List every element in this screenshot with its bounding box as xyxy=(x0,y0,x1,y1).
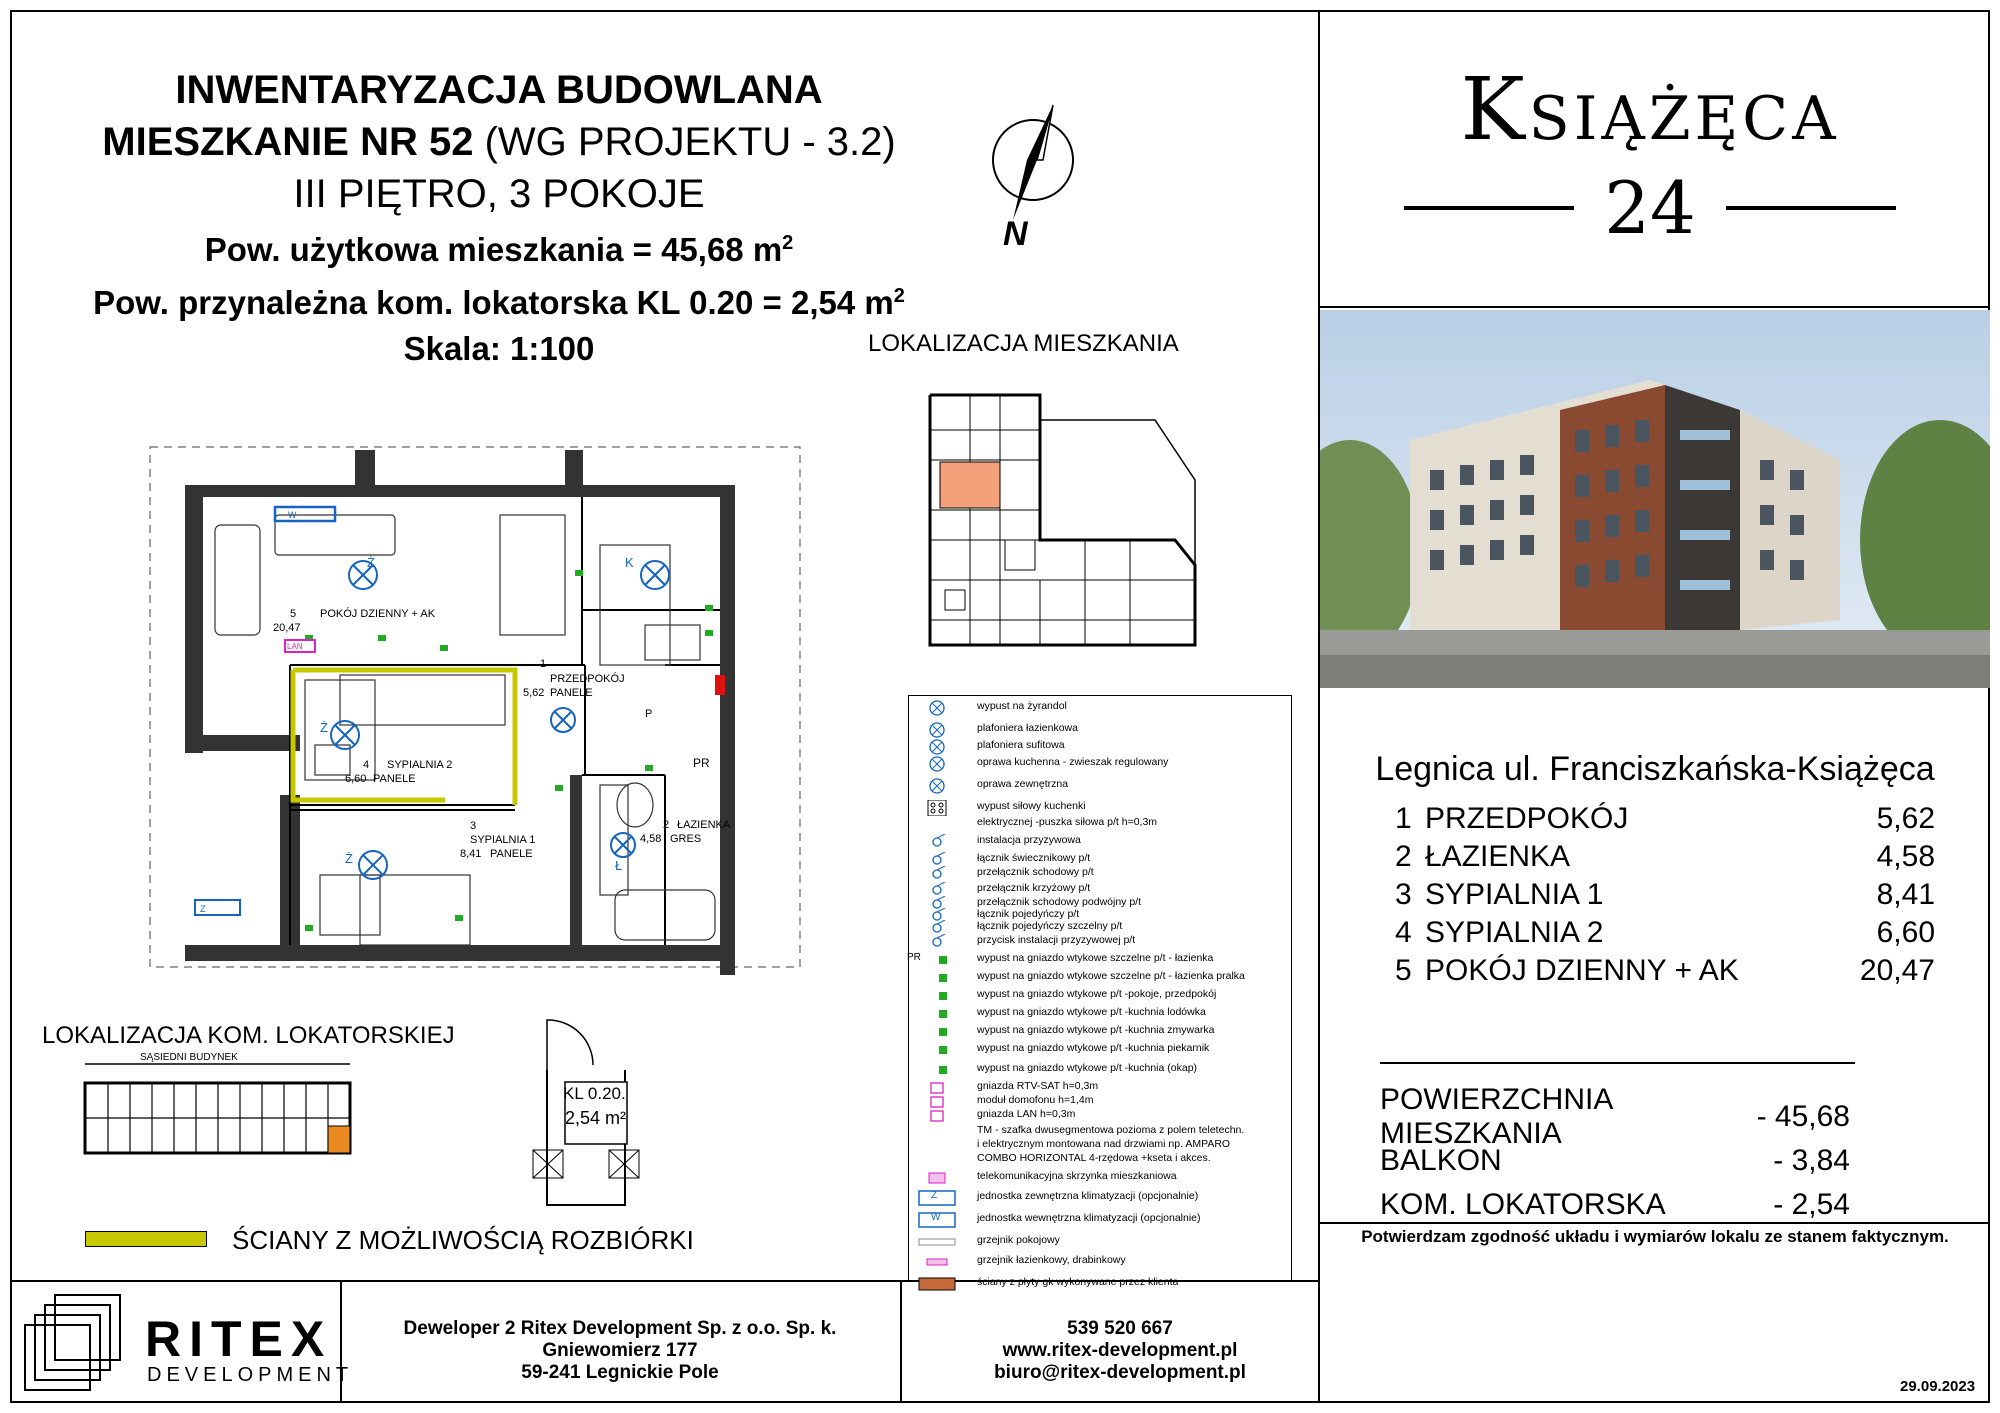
legend-item xyxy=(909,800,1289,816)
brand-number-row xyxy=(1320,166,1980,250)
light-point-icon xyxy=(917,739,957,755)
summary-row xyxy=(1380,1083,1850,1150)
legend-item xyxy=(909,756,1289,772)
legend-item xyxy=(909,1276,1289,1292)
room-name: SYPIALNIA 2 xyxy=(1425,916,1604,949)
room-row xyxy=(1395,800,1935,838)
legend-text: wypust na gniazdo wtykowe p/t -kuchnia piekarnik xyxy=(977,1042,1210,1054)
usable-area-sup: 2 xyxy=(782,232,794,254)
confirmation-note: Potwierdzam zgodność układu i wymiarów lokalu ze stanem faktycznym. xyxy=(1361,1227,1949,1246)
legend-text: telekomunikacyjna skrzynka mieszkaniowa xyxy=(977,1170,1177,1182)
summary-row xyxy=(1380,1139,1850,1183)
legend-text: przełącznik krzyżowy p/t xyxy=(977,882,1091,894)
title-line3: III PIĘTRO, 3 POKOJE xyxy=(293,172,705,216)
plan-room3-floor: PANELE xyxy=(490,848,533,860)
legend-text: wypust na gniazdo wtykowe szczelne p/t - łazienka pralka xyxy=(977,970,1245,982)
plan-room2-area: 4,58 xyxy=(640,833,662,845)
legend-text: łącznik świecznikowy p/t xyxy=(977,852,1091,864)
legend-text: wypust na gniazdo wtykowe p/t -kuchnia zmywarka xyxy=(977,1024,1215,1036)
building-rendering xyxy=(1320,310,1990,688)
summary-row xyxy=(1380,1183,1850,1227)
legend-item xyxy=(909,1234,1289,1250)
room-name: ŁAZIENKA xyxy=(1425,840,1571,873)
legend-text: grzejnik łazienkowy, drabinkowy xyxy=(977,1254,1126,1266)
switch-icon xyxy=(917,866,957,882)
legend-text: gniazda LAN h=0,3m xyxy=(977,1108,1076,1120)
legend-item xyxy=(909,1108,1289,1124)
apartment-number: MIESZKANIE NR 52 xyxy=(102,120,474,164)
removable-wall-swatch xyxy=(85,1231,207,1247)
title-line1: INWENTARYZACJA BUDOWLANA xyxy=(175,68,823,112)
summary-separator xyxy=(1380,1062,1855,1064)
developer-city: 59-241 Legnickie Pole xyxy=(521,1362,719,1383)
floor-plan xyxy=(145,445,810,975)
legend-item xyxy=(909,866,1289,882)
legend-item xyxy=(909,1254,1289,1270)
brand-dash-right xyxy=(1726,206,1896,210)
legend-code: PR xyxy=(907,952,921,963)
room-number: 5 xyxy=(1395,954,1412,987)
socket-icon xyxy=(917,1042,957,1058)
plan-symbol-pr: PR xyxy=(693,756,710,770)
room-name: POKÓJ DZIENNY + AK xyxy=(1425,954,1739,987)
electrical-legend xyxy=(907,695,1292,1288)
legend-item xyxy=(909,722,1289,738)
legend-item xyxy=(909,816,1289,832)
legend-text: jednostka zewnętrzna klimatyzacji (opcjonalnie) xyxy=(977,1190,1199,1202)
room-number: 1 xyxy=(1395,802,1412,835)
brand-number: 24 xyxy=(1604,166,1696,250)
plan-symbol-zz: Z xyxy=(200,904,206,914)
drywall-icon xyxy=(917,1276,957,1292)
legend-code: W xyxy=(931,1212,941,1223)
room-number: 4 xyxy=(1395,916,1412,949)
legend-text: wypust na gniazdo wtykowe p/t -kuchnia (okap) xyxy=(977,1062,1198,1074)
storage-area-sup: 2 xyxy=(893,285,905,307)
cooker-outlet-icon xyxy=(917,800,957,816)
ritex-logo-text: RITEX xyxy=(145,1311,333,1367)
plan-symbol-z2: Ż xyxy=(320,720,328,735)
storage-area xyxy=(14,273,984,326)
plan-room3-no: 3 xyxy=(470,820,477,832)
room-number: 3 xyxy=(1395,878,1412,911)
plan-room4-name: SYPIALNIA 2 xyxy=(387,759,453,771)
legend-text: instalacja przyzywowa xyxy=(977,834,1081,846)
socket-icon xyxy=(917,988,957,1004)
legend-text: TM - szafka dwusegmentowa pozioma z polem teletechn. xyxy=(977,1124,1245,1136)
legend-text: przycisk instalacji przyzywowej p/t xyxy=(977,934,1136,946)
legend-item xyxy=(909,700,1289,716)
developer-street: Gniewomierz 177 xyxy=(542,1340,698,1361)
location-label: LOKALIZACJA MIESZKANIA xyxy=(868,330,1179,357)
storage-marker xyxy=(328,1126,350,1153)
legend-text: COMBO HORIZONTAL 4-rzędowa +kseta i akces. xyxy=(977,1152,1211,1164)
contact-website[interactable]: www.ritex-development.pl xyxy=(1002,1340,1238,1361)
legend-item xyxy=(909,988,1289,1004)
socket-icon xyxy=(917,1006,957,1022)
room-area: 20,47 xyxy=(1859,954,1935,987)
legend-item xyxy=(909,1042,1289,1058)
apartment-marker xyxy=(940,462,1000,508)
room-area: 8,41 xyxy=(1876,878,1935,911)
room-area: 4,58 xyxy=(1876,840,1935,873)
title-line2 xyxy=(14,116,984,168)
room-row xyxy=(1395,838,1935,876)
room-name: SYPIALNIA 1 xyxy=(1425,878,1604,911)
summary-name: BALKON xyxy=(1380,1144,1502,1177)
legend-item xyxy=(909,778,1289,794)
legend-text: plafoniera łazienkowa xyxy=(977,722,1078,734)
storage-area-text: Pow. przynależna kom. lokatorska KL 0.20 = 2,54 m xyxy=(93,284,894,321)
room-row xyxy=(1395,952,1935,990)
brand-logo xyxy=(1320,60,1980,250)
legend-text: oprawa zewnętrzna xyxy=(977,778,1069,790)
plan-room1-name: PRZEDPOKÓJ xyxy=(550,673,625,685)
plan-symbol-w: W xyxy=(288,510,297,520)
storage-box-area: 2,54 m² xyxy=(565,1108,627,1128)
legend-text: łącznik pojedyńczy p/t xyxy=(977,908,1080,920)
address: Legnica ul. Franciszkańska-Książęca xyxy=(1375,750,1935,788)
plan-room5-area: 20,47 xyxy=(273,622,301,634)
compass-north-label: N xyxy=(1003,215,1028,253)
legend-text: łącznik pojedyńczy szczelny p/t xyxy=(977,920,1123,932)
data-socket-icon xyxy=(917,1108,957,1124)
socket-icon xyxy=(917,1062,957,1078)
legend-item xyxy=(909,1024,1289,1040)
light-point-icon xyxy=(917,778,957,794)
plan-room4-no: 4 xyxy=(363,759,370,771)
plan-symbol-p: P xyxy=(645,708,653,720)
summary-value: - 45,68 xyxy=(1756,1100,1850,1133)
ritex-logo-subtext: DEVELOPMENT xyxy=(147,1364,354,1386)
usable-area-text: Pow. użytkowa mieszkania = 45,68 m xyxy=(204,231,783,268)
plan-room2-name: ŁAZIENKA xyxy=(677,819,731,831)
plan-symbol-z3: Ż xyxy=(345,851,353,866)
room-number: 2 xyxy=(1395,840,1412,873)
legend-text: i elektrycznym montowana nad drzwiami np. AMPARO xyxy=(977,1138,1231,1150)
summary-value: - 2,54 xyxy=(1773,1188,1850,1221)
plan-room1-no: 1 xyxy=(540,658,547,670)
room-list xyxy=(1395,800,1935,990)
legend-text: moduł domofonu h=1,4m xyxy=(977,1094,1094,1106)
project-ref: (WG PROJEKTU - 3.2) xyxy=(473,120,896,164)
storage-location-plan xyxy=(80,1048,360,1178)
legend-item xyxy=(909,834,1289,850)
legend-item xyxy=(909,1170,1289,1186)
plan-room3-area: 8,41 xyxy=(460,848,482,860)
legend-text: wypust na gniazdo wtykowe p/t -pokoje, przedpokój xyxy=(977,988,1217,1000)
brand-dash-left xyxy=(1404,206,1574,210)
legend-item xyxy=(909,1062,1289,1078)
compass-icon xyxy=(975,100,1095,260)
legend-item xyxy=(909,970,1289,986)
storage-box-name: KL 0.20. xyxy=(563,1084,626,1103)
legend-text: wypust na żyrandol xyxy=(977,700,1067,712)
plan-lan-tag: LAN xyxy=(287,642,303,651)
plan-symbol-k: K xyxy=(625,555,634,570)
legend-text: gniazda RTV-SAT h=0,3m xyxy=(977,1080,1099,1092)
legend-item xyxy=(909,952,1289,968)
switch-icon xyxy=(917,834,957,850)
legend-item xyxy=(909,1212,1289,1228)
legend-text: elektrycznej -puszka siłowa p/t h=0,3m xyxy=(977,816,1158,828)
room-row xyxy=(1395,914,1935,952)
divider-brand xyxy=(1318,306,1990,308)
socket-icon xyxy=(917,970,957,986)
removable-walls-label: ŚCIANY Z MOŻLIWOŚCIĄ ROZBIÓRKI xyxy=(232,1225,694,1255)
room-name: PRZEDPOKÓJ xyxy=(1425,802,1629,835)
legend-text: wypust na gniazdo wtykowe szczelne p/t - łazienka xyxy=(977,952,1214,964)
legend-text: przełącznik schodowy podwójny p/t xyxy=(977,896,1142,908)
legend-item xyxy=(909,1152,1289,1168)
radiator-icon xyxy=(917,1234,957,1250)
legend-text: jednostka wewnętrzna klimatyzacji (opcjonalnie) xyxy=(977,1212,1201,1224)
contact-phone: 539 520 667 xyxy=(1067,1318,1173,1339)
plan-room3-name: SYPIALNIA 1 xyxy=(470,834,536,846)
scale: Skala: 1:100 xyxy=(403,330,595,367)
legend-text: ściany z płyty gk wykonywane przez klienta xyxy=(977,1276,1179,1288)
ladder-radiator-icon xyxy=(917,1254,957,1270)
plan-room4-floor: PANELE xyxy=(373,773,416,785)
plan-symbol-l: Ł xyxy=(615,858,623,873)
plan-symbol-z1: Ż xyxy=(367,555,375,570)
legend-item xyxy=(909,1006,1289,1022)
legend-item xyxy=(909,1190,1289,1206)
summary-name: KOM. LOKATORSKA xyxy=(1380,1188,1666,1221)
contact-info xyxy=(940,1318,1300,1384)
plan-room5-name: POKÓJ DZIENNY + AK xyxy=(320,608,436,620)
location-plan xyxy=(925,390,1210,670)
plan-room4-area: 6,60 xyxy=(345,773,367,785)
ritex-logo-icon xyxy=(20,1290,130,1395)
switch-icon xyxy=(917,934,957,950)
legend-text: plafoniera sufitowa xyxy=(977,739,1065,751)
legend-code: Z xyxy=(931,1190,938,1201)
plan-room2-floor: GRES xyxy=(670,833,702,845)
legend-text: wypust siłowy kuchenki xyxy=(977,800,1086,812)
light-point-icon xyxy=(917,700,957,716)
title-block xyxy=(14,64,984,372)
summary-name: POWIERZCHNIA MIESZKANIA xyxy=(1380,1083,1612,1150)
socket-icon xyxy=(917,1024,957,1040)
contact-email[interactable]: biuro@ritex-development.pl xyxy=(994,1362,1246,1383)
room-area: 6,60 xyxy=(1876,916,1935,949)
room-row xyxy=(1395,876,1935,914)
legend-text: wypust na gniazdo wtykowe p/t -kuchnia lodówka xyxy=(977,1006,1206,1018)
developer-name: Deweloper 2 Ritex Development Sp. z o.o. Sp. k. xyxy=(403,1318,837,1339)
summary-value: - 3,84 xyxy=(1773,1144,1850,1177)
plan-room1-area: 5,62 xyxy=(523,687,545,699)
legend-text: oprawa kuchenna - zwieszak regulowany xyxy=(977,756,1169,768)
plan-room2-no: 2 xyxy=(663,819,670,831)
plan-room5-no: 5 xyxy=(290,608,297,620)
legend-text: przełącznik schodowy p/t xyxy=(977,866,1094,878)
brand-name: Książęca xyxy=(1460,60,1840,160)
room-area: 5,62 xyxy=(1876,802,1935,835)
developer-info xyxy=(340,1318,900,1384)
light-point-icon xyxy=(917,756,957,772)
storage-location-label: LOKALIZACJA KOM. LOKATORSKIEJ xyxy=(42,1022,455,1049)
plan-room1-floor: PANELE xyxy=(550,687,593,699)
document-date: 29.09.2023 xyxy=(1900,1378,1976,1395)
legend-text: grzejnik pokojowy xyxy=(977,1234,1060,1246)
divider-footer-2 xyxy=(900,1280,902,1403)
neighbor-building-label: SĄSIEDNI BUDYNEK xyxy=(140,1052,238,1063)
light-point-icon xyxy=(917,722,957,738)
area-summary xyxy=(1380,1083,1850,1227)
telecom-box-icon xyxy=(917,1170,957,1186)
socket-icon xyxy=(917,952,957,968)
usable-area xyxy=(14,220,984,273)
legend-item xyxy=(909,934,1289,950)
legend-item xyxy=(909,739,1289,755)
